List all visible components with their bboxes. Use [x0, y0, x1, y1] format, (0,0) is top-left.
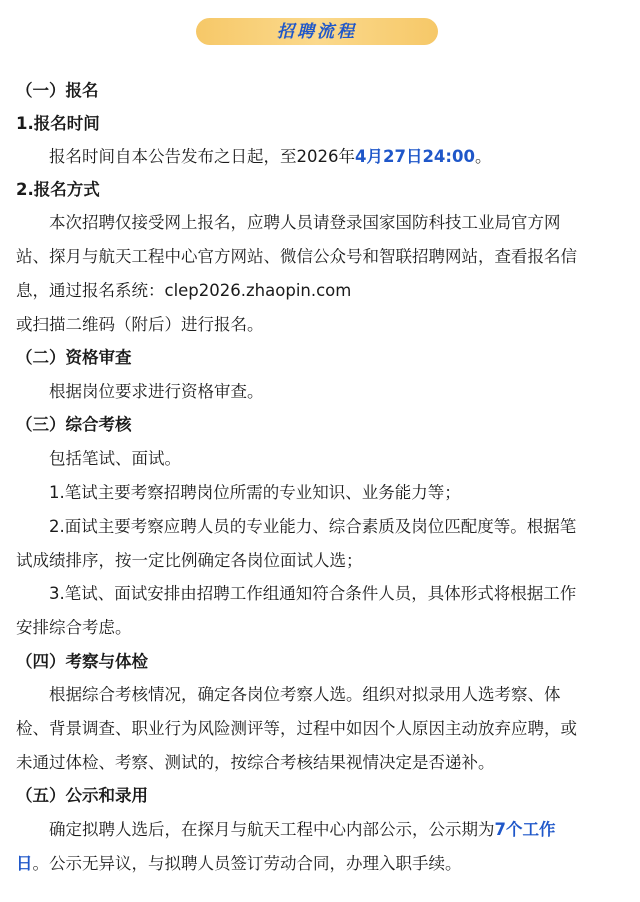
paragraph-line: 根据综合考核情况，确定各岗位考察人选。组织对拟录用人选考察、体	[49, 685, 561, 704]
subheading-registration-method: 2.报名方式	[16, 180, 100, 199]
paragraph-line: 本次招聘仅接受网上报名，应聘人员请登录国家国防科技工业局官方网	[49, 213, 561, 232]
text-span: 。	[474, 147, 492, 166]
subheading-registration-time: 1.报名时间	[16, 114, 100, 133]
list-item: 2.面试主要考察应聘人员的专业能力、综合素质及岗位匹配度等。根据笔	[49, 517, 577, 536]
paragraph-line	[16, 847, 624, 880]
text-span: 确定拟聘人选后，在探月与航天工程中心内部公示，公示期为	[49, 820, 495, 839]
paragraph-line: 检、背景调查、职业行为风险测评等，过程中如因个人原因主动放弃应聘，或	[16, 719, 577, 738]
paragraph-line: 安排综合考虑。	[16, 618, 132, 637]
list-item: 1.笔试主要考察招聘岗位所需的专业知识、业务能力等；	[49, 483, 461, 502]
heading-comprehensive-assessment: （三）综合考核	[16, 415, 132, 434]
heading-inspection-physical: （四）考察与体检	[16, 652, 148, 671]
heading-qualification-review: （二）资格审查	[16, 348, 132, 367]
publicity-period-highlight: 日	[16, 854, 33, 873]
text-span: 报名时间自本公告发布之日起，至2026年	[49, 147, 355, 166]
section-header-title: 招聘流程	[277, 22, 357, 42]
paragraph-line: 根据岗位要求进行资格审查。	[49, 382, 264, 401]
heading-registration: （一）报名	[16, 81, 99, 100]
paragraph-line: 站、探月与航天工程中心官方网站、微信公众号和智联招聘网站，查看报名信	[16, 247, 577, 266]
list-item: 3.笔试、面试安排由招聘工作组通知符合条件人员，具体形式将根据工作	[49, 584, 577, 603]
paragraph-line: 包括笔试、面试。	[49, 449, 181, 468]
paragraph-line: 未通过体检、考察、测试的，按综合考核结果视情决定是否递补。	[16, 753, 495, 772]
text-span: 。公示无异议，与拟聘人员签订劳动合同，办理入职手续。	[32, 854, 462, 873]
paragraph-line: 或扫描二维码（附后）进行报名。	[16, 315, 264, 334]
heading-publicity-hiring: （五）公示和录用	[16, 786, 148, 805]
section-header-banner	[196, 18, 438, 45]
deadline-highlight: 4月27日24:00	[355, 147, 475, 166]
paragraph-line	[16, 813, 640, 846]
paragraph-line: 试成绩排序，按一定比例确定各岗位面试人选；	[16, 551, 363, 570]
paragraph-registration-time	[16, 140, 640, 173]
publicity-period-highlight: 7个工作	[494, 820, 556, 839]
paragraph-line: 息，通过报名系统：clep2026.zhaopin.com	[16, 281, 352, 300]
